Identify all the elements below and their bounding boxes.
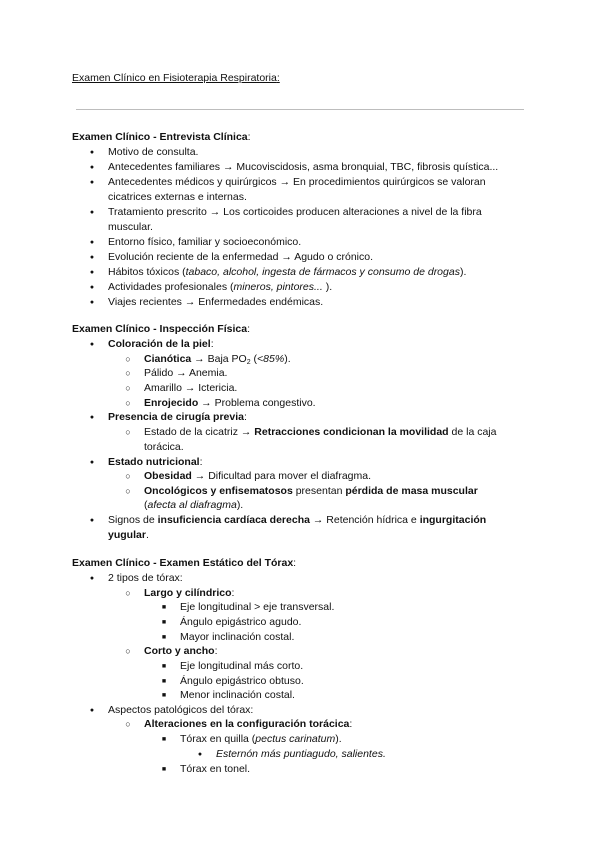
bullet-icon [86, 410, 98, 426]
bullet-icon [86, 571, 98, 587]
list-item: Largo y cilíndrico: [144, 587, 235, 599]
list-item: Actividades profesionales (mineros, pintores... ). [108, 281, 333, 293]
square-bullet-icon [158, 762, 170, 778]
list-item: Presencia de cirugía previa: [108, 411, 247, 423]
list-item: Amarillo → Ictericia. [144, 382, 238, 394]
list-item: Oncológicos y enfisematosos presentan pérdida de masa muscular [144, 485, 478, 497]
bullet-icon [86, 295, 98, 311]
list-item: Motivo de consulta. [108, 146, 199, 158]
circle-bullet-icon [122, 381, 134, 395]
list-item-continuation: yugular. [108, 529, 149, 541]
bullet-icon [86, 235, 98, 251]
circle-bullet-icon [122, 352, 134, 366]
list-item-continuation: torácica. [144, 441, 184, 453]
list-item: Cianótica → Baja $PO_2$ (<85%). [144, 353, 291, 366]
list-item: Menor inclinación costal. [180, 689, 295, 701]
list-item: Antecedentes familiares → Mucoviscidosis, asma bronquial, TBC, fibrosis quística... [108, 161, 499, 173]
square-bullet-icon [158, 659, 170, 675]
list-item: Tratamiento prescrito → Los corticoides producen alteraciones a nivel de la fibra [108, 206, 482, 218]
bullet-icon [86, 513, 98, 529]
list-item: Ángulo epigástrico agudo. [180, 616, 302, 628]
list-item: Antecedentes médicos y quirúrgicos → En procedimientos quirúrgicos se valoran [108, 176, 486, 188]
section-heading-entrevista: Examen Clínico - Entrevista Clínica: [72, 131, 251, 143]
circle-bullet-icon [122, 644, 134, 658]
list-item: Enrojecido → Problema congestivo. [144, 397, 316, 409]
circle-bullet-icon [122, 425, 134, 439]
circle-bullet-icon [122, 366, 134, 380]
bullet-icon [194, 747, 206, 763]
list-item: Hábitos tóxicos (tabaco, alcohol, ingesta de fármacos y consumo de drogas). [108, 266, 467, 278]
bullet-icon [86, 280, 98, 296]
list-item-continuation: muscular. [108, 221, 153, 233]
list-item: Aspectos patológicos del tórax: [108, 704, 254, 716]
bullet-icon [86, 160, 98, 176]
circle-bullet-icon [122, 484, 134, 498]
bullet-icon [86, 175, 98, 191]
list-item: Corto y ancho: [144, 645, 218, 657]
list-item: Esternón más puntiagudo, salientes. [216, 748, 386, 760]
list-item: Pálido → Anemia. [144, 367, 228, 379]
list-item: Estado nutricional: [108, 456, 203, 468]
bullet-icon [86, 703, 98, 719]
bullet-icon [86, 455, 98, 471]
bullet-icon [86, 265, 98, 281]
list-item: Mayor inclinación costal. [180, 631, 295, 643]
section-heading-inspeccion: Examen Clínico - Inspección Física: [72, 323, 250, 335]
bullet-icon [86, 337, 98, 353]
square-bullet-icon [158, 600, 170, 616]
list-item-continuation: (afecta al diafragma). [144, 499, 244, 511]
list-item: Entorno físico, familiar y socioeconómico. [108, 236, 302, 248]
horizontal-divider [76, 109, 524, 110]
list-item: Tórax en quilla (pectus carinatum). [180, 733, 342, 745]
list-item: Ángulo epigástrico obtuso. [180, 675, 304, 687]
document-title: Examen Clínico en Fisioterapia Respiratoria: [72, 72, 280, 84]
list-item: Eje longitudinal más corto. [180, 660, 304, 672]
list-item: Coloración de la piel: [108, 338, 214, 350]
list-item-continuation: cicatrices externas e internas. [108, 191, 247, 203]
square-bullet-icon [158, 732, 170, 748]
bullet-icon [86, 250, 98, 266]
circle-bullet-icon [122, 717, 134, 731]
list-item: Eje longitudinal > eje transversal. [180, 601, 335, 613]
section-heading-examen-estatico: Examen Clínico - Examen Estático del Tórax: [72, 557, 297, 569]
list-item: 2 tipos de tórax: [108, 572, 183, 584]
circle-bullet-icon [122, 396, 134, 410]
bullet-icon [86, 145, 98, 161]
list-item: Signos de insuficiencia cardíaca derecha → Retención hídrica e ingurgitación [108, 514, 487, 526]
list-item: Tórax en tonel. [180, 763, 251, 775]
list-item: Viajes recientes → Enfermedades endémicas. [108, 296, 324, 308]
circle-bullet-icon [122, 469, 134, 483]
square-bullet-icon [158, 688, 170, 704]
square-bullet-icon [158, 615, 170, 631]
list-item: Obesidad → Dificultad para mover el diafragma. [144, 470, 372, 482]
list-item: Evolución reciente de la enfermedad → Agudo o crónico. [108, 251, 373, 263]
list-item: Alteraciones en la configuración torácica: [144, 718, 353, 730]
circle-bullet-icon [122, 586, 134, 600]
bullet-icon [86, 205, 98, 221]
list-item: Estado de la cicatriz → Retracciones condicionan la movilidad de la caja [144, 426, 497, 438]
